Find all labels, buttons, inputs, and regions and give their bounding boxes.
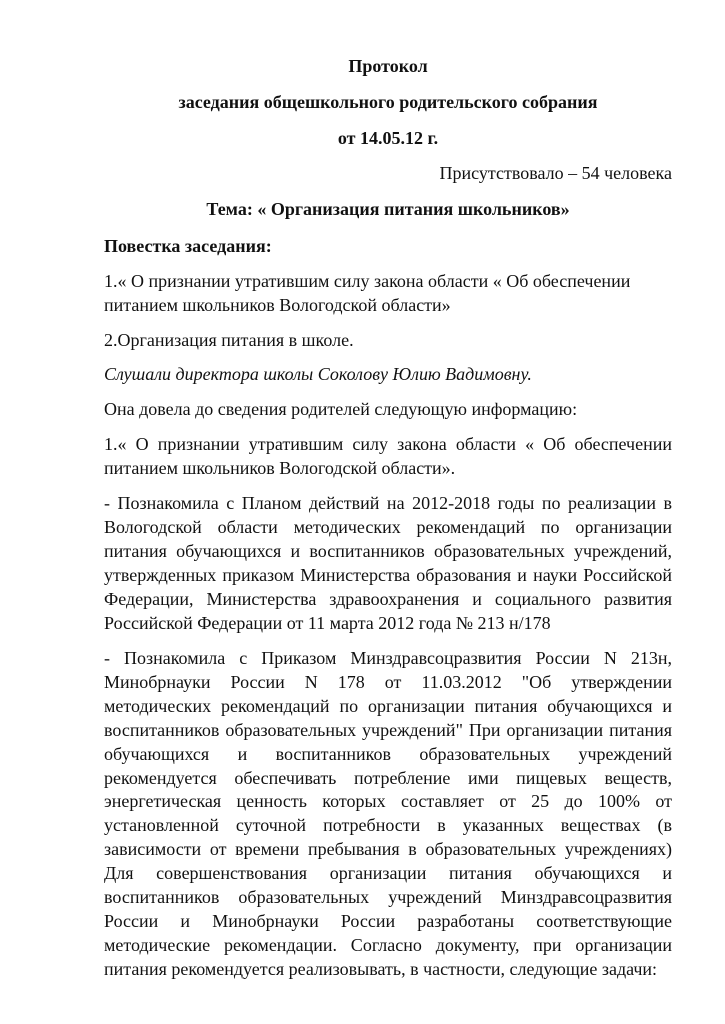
meeting-theme: Тема: « Организация питания школьников»	[206, 198, 570, 219]
document-body	[104, 55, 672, 982]
paragraph-order: - Познакомила с Приказом Минздравсоцразвития России N 213н, Минобрнауки России N 178 от 11.03.2012 "Об утверждении методических рекомендаций по организации питания обучающихся и воспитанников образовательных учреждений" При организации питания обучающихся и воспитанников образовательных учреждений рекомендуется обеспечивать потребление ими пищевых веществ, энергетическая ценность которых составляет от 25 до 100% от установленной суточной потребности в указанных веществах (в зависимости от времени пребывания в образовательных учреждениях) Для совершенствования организации питания обучающихся и воспитанников образовательных учреждений Минздравсоцразвития России и Минобрнауки России разработаны соответствующие методические рекомендации. Согласно документу, при организации питания рекомендуется реализовывать, в частности, следующие задачи:	[104, 647, 672, 979]
attendance-count: Присутствовало – 54 человека	[439, 162, 672, 183]
paragraph-plan: - Познакомила с Планом действий на 2012-2018 годы по реализации в Вологодской области методических рекомендаций по организации питания обучающихся и воспитанников образовательных учреждений, утвержденных приказом Министерства образования и науки Российской Федерации, Министерства здравоохранения и социального развития Российской Федерации от 11 марта 2012 года № 213 н/178	[104, 493, 672, 633]
title-date: от 14.05.12 г.	[337, 127, 439, 148]
agenda-heading: Повестка заседания:	[104, 235, 272, 256]
heard-speaker: Слушали директора школы Соколову Юлию Вадимовну.	[104, 364, 532, 385]
info-item-1: 1.« О признании утратившим силу закона области « Об обеспечении питанием школьников Вологодской области».	[104, 434, 672, 479]
info-intro: Она довела до сведения родителей следующую информацию:	[104, 399, 578, 420]
agenda-item-1: 1.« О признании утратившим силу закона области « Об обеспечении питанием школьников Вологодской области»	[104, 270, 631, 315]
title-protocol: Протокол	[348, 56, 428, 76]
agenda-item-2: 2.Организация питания в школе.	[104, 329, 354, 350]
title-meeting: заседания общешкольного родительского собрания	[178, 91, 598, 112]
